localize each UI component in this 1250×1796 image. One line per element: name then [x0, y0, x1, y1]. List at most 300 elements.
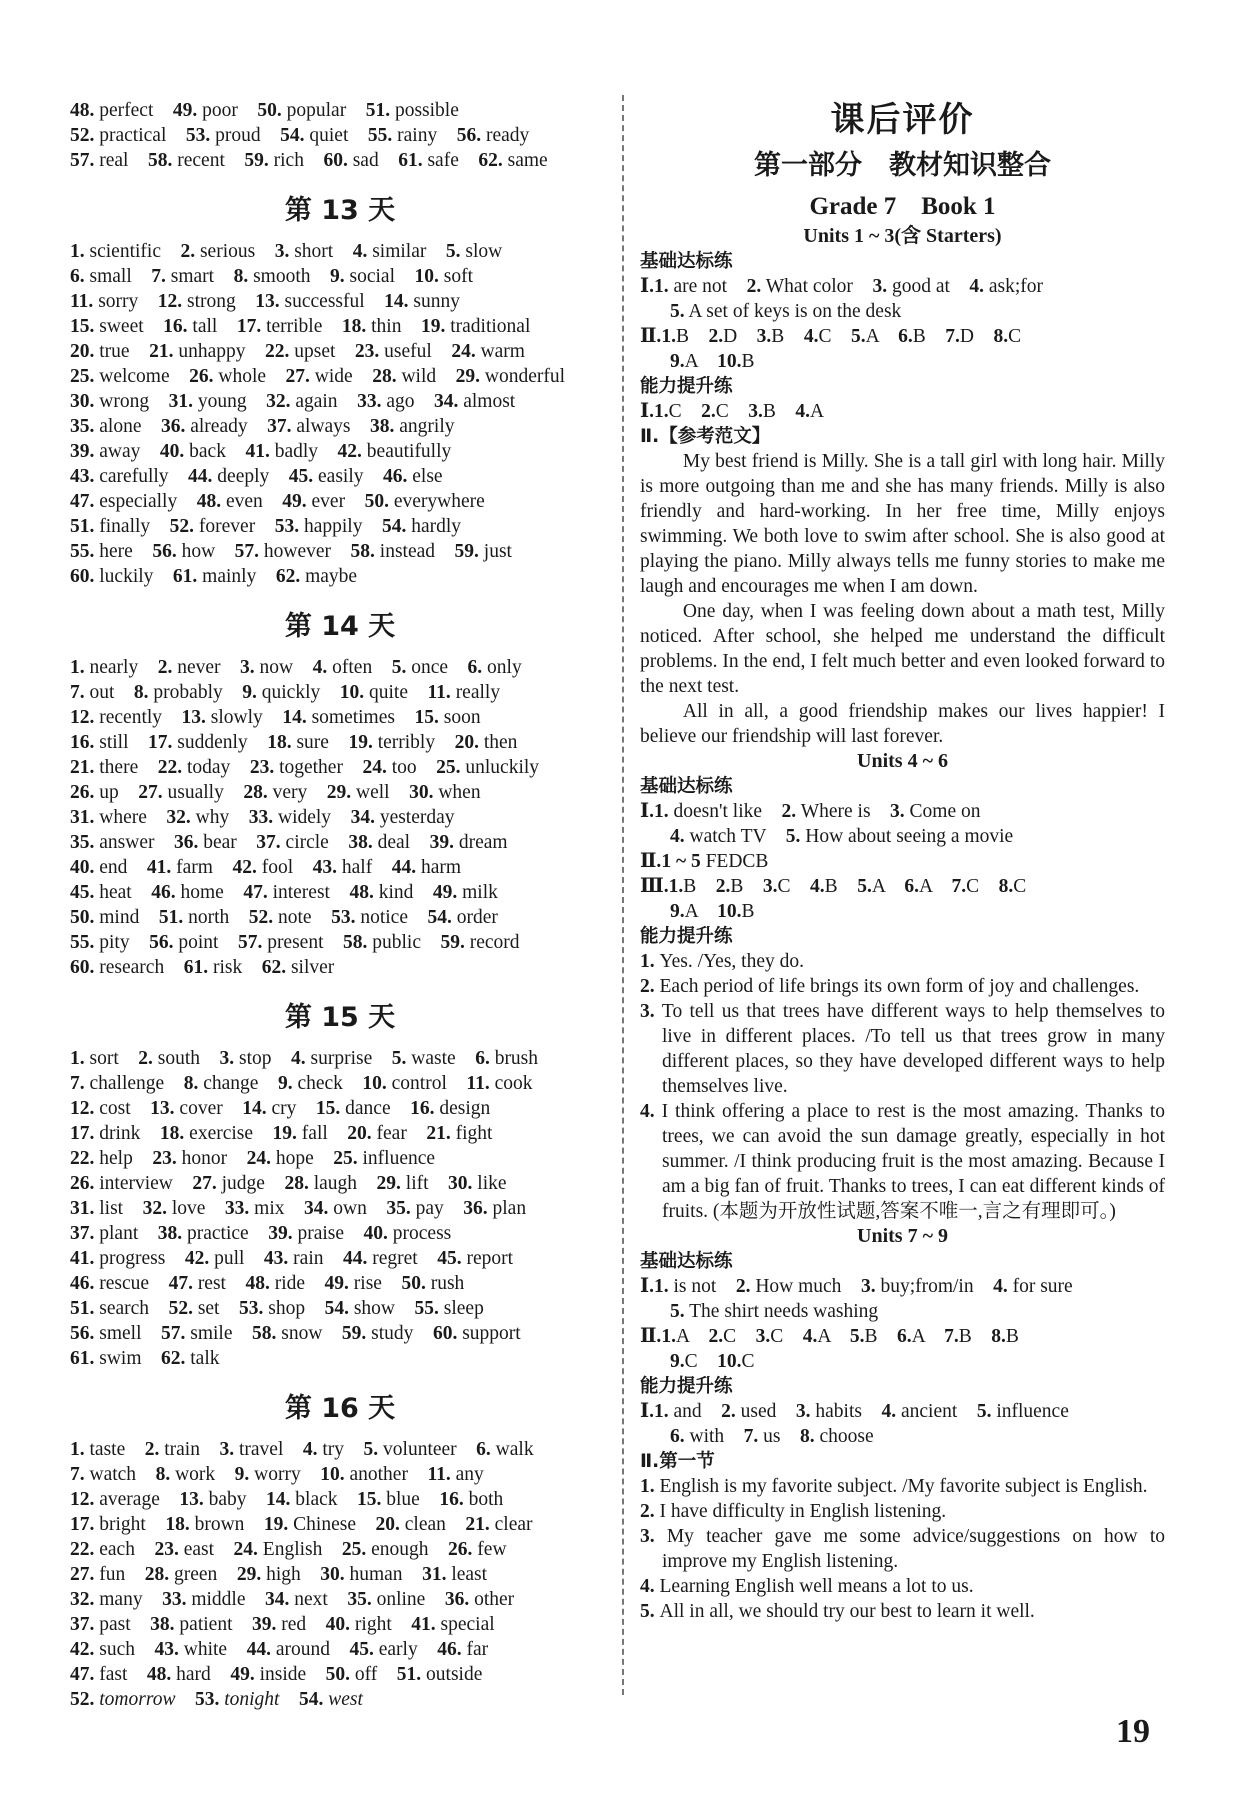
item-number: 58.: [147, 150, 173, 171]
word-item: [250, 757, 343, 778]
word-item: [70, 757, 138, 778]
word-item: [70, 125, 166, 146]
item-number: 33.: [224, 1198, 250, 1219]
item-answer: B: [683, 876, 716, 897]
item-answer: habits: [810, 1401, 882, 1422]
word-line: [70, 680, 610, 705]
item-number: 14.: [282, 707, 307, 728]
word-item: [257, 100, 346, 121]
word-item: [70, 1614, 131, 1635]
item-number: 22.: [264, 341, 290, 362]
item-answer: B: [741, 901, 755, 922]
answer-line: [640, 399, 1165, 424]
word-item: [446, 241, 502, 262]
item-word: try: [317, 1439, 345, 1460]
item-answer: A: [817, 1326, 850, 1347]
word-item: [349, 1639, 417, 1660]
item-word: hardly: [406, 516, 462, 537]
word-item: [70, 1348, 142, 1369]
word-item: [234, 1539, 323, 1560]
item-word: perfect: [94, 100, 154, 121]
word-item: [245, 1273, 305, 1294]
item-word: inside: [254, 1664, 307, 1685]
item-number: 7.: [70, 1464, 85, 1485]
word-item: [422, 1564, 487, 1585]
item-word: traditional: [445, 316, 531, 337]
item-number: 42.: [232, 857, 257, 878]
item-word: really: [450, 682, 501, 703]
word-item: [70, 1298, 149, 1319]
word-line: [70, 1196, 610, 1221]
item-word: just: [478, 541, 512, 562]
item-word: when: [433, 782, 481, 803]
word-item: [70, 1564, 125, 1585]
word-line: [70, 1121, 610, 1146]
item-word: ever: [306, 491, 346, 512]
word-item: [401, 1273, 464, 1294]
item-answer: B: [771, 326, 804, 347]
item-word: especially: [94, 491, 178, 512]
word-item: [280, 125, 348, 146]
item-answer: A: [810, 401, 825, 422]
word-item: [362, 1073, 446, 1094]
item-number: 23.: [154, 1539, 179, 1560]
word-item: [437, 1639, 488, 1660]
word-item: [286, 366, 353, 387]
word-line: [70, 1096, 610, 1121]
item-number: 12.: [70, 707, 95, 728]
item-number: 5.: [785, 826, 801, 847]
item-word: many: [94, 1589, 143, 1610]
item-word: praise: [292, 1223, 345, 1244]
item-number: 48.: [146, 1664, 172, 1685]
item-word: south: [152, 1048, 201, 1069]
item-number: 62.: [478, 150, 503, 171]
item-word: only: [482, 657, 522, 678]
item-number: 37.: [256, 832, 281, 853]
word-item: [188, 466, 269, 487]
item-number: 5.: [670, 301, 685, 322]
item-number: 39.: [268, 1223, 293, 1244]
word-item: [386, 1198, 443, 1219]
item-word: cook: [489, 1073, 533, 1094]
item-number: 2.: [144, 1439, 160, 1460]
item-word: rest: [192, 1273, 226, 1294]
item-word: still: [94, 732, 129, 753]
item-number: 15.: [70, 316, 95, 337]
word-item: [166, 807, 229, 828]
word-item: [357, 391, 414, 412]
item-word: smell: [94, 1323, 142, 1344]
section-ability: 能力提升练: [640, 376, 733, 397]
item-number: 48.: [70, 100, 95, 121]
item-word: baby: [203, 1489, 247, 1510]
item-word: silver: [286, 957, 335, 978]
item-answer: C: [777, 876, 811, 897]
word-item: [189, 366, 266, 387]
word-item: [410, 1098, 490, 1119]
word-item: [173, 100, 238, 121]
word-line: [70, 955, 610, 980]
item-answer: A: [911, 1326, 945, 1347]
item-number: 1.: [70, 1048, 85, 1069]
word-item: [70, 682, 114, 703]
word-item: [351, 807, 455, 828]
item-number: 53.: [274, 516, 300, 537]
item-number: 24.: [233, 1539, 258, 1560]
item-number: 31.: [422, 1564, 447, 1585]
item-number: 40.: [325, 1614, 351, 1635]
item-number: 2.: [157, 657, 173, 678]
word-item: [392, 657, 448, 678]
item-number: Ⅰ.: [640, 1276, 654, 1297]
word-item: [70, 241, 161, 262]
item-number: 57.: [237, 932, 263, 953]
word-line: [70, 1146, 610, 1171]
item-word: waste: [406, 1048, 456, 1069]
item-number: 8.: [183, 1073, 199, 1094]
item-number: 1.: [654, 401, 669, 422]
right-column: [640, 98, 1165, 1624]
item-answer: C: [715, 401, 749, 422]
item-number: 7.: [151, 266, 166, 287]
item-text: Each period of life brings its own form of joy and challenges.: [659, 976, 1140, 997]
item-number: 20.: [375, 1514, 400, 1535]
item-number: 17.: [236, 316, 262, 337]
item-number: 4.: [312, 657, 328, 678]
item-number: 5.: [391, 1048, 407, 1069]
item-word: report: [461, 1248, 514, 1269]
item-word: dance: [340, 1098, 391, 1119]
word-item: [70, 266, 132, 287]
item-number: Ⅰ.: [640, 801, 654, 822]
item-number: 36.: [173, 832, 199, 853]
item-word: smile: [185, 1323, 233, 1344]
item-word: surprise: [305, 1048, 373, 1069]
word-item: [70, 1589, 143, 1610]
item-word: notice: [355, 907, 408, 928]
item-number: 3.: [762, 876, 778, 897]
word-item: [70, 1098, 131, 1119]
item-number: 7.: [951, 876, 967, 897]
item-word: hope: [270, 1148, 314, 1169]
item-number: 37.: [267, 416, 292, 437]
item-word: change: [198, 1073, 259, 1094]
item-answer: C: [770, 1326, 803, 1347]
word-line: [70, 1171, 610, 1196]
item-word: soon: [438, 707, 481, 728]
item-number: 8.: [233, 266, 249, 287]
item-word: again: [290, 391, 338, 412]
word-item: [392, 1048, 456, 1069]
item-word: real: [94, 150, 129, 171]
item-word: pull: [209, 1248, 245, 1269]
item-number: 2.: [138, 1048, 153, 1069]
answer-item: [640, 1474, 1165, 1499]
word-line: [70, 855, 610, 880]
item-number: 7.: [70, 1073, 85, 1094]
item-number: 42.: [184, 1248, 210, 1269]
word-line: [70, 1071, 610, 1096]
item-number: 4.: [670, 826, 685, 847]
word-item: [466, 1073, 532, 1094]
item-number: 35.: [70, 416, 95, 437]
item-number: 30.: [320, 1564, 345, 1585]
item-word: dream: [453, 832, 508, 853]
word-item: [70, 732, 129, 753]
word-item: [174, 832, 237, 853]
item-number: 61.: [183, 957, 209, 978]
item-number: 43.: [312, 857, 338, 878]
item-number: 8.: [993, 326, 1009, 347]
item-number: 59.: [440, 932, 465, 953]
item-number: 44.: [391, 857, 417, 878]
item-number: 61.: [398, 150, 423, 171]
item-number: 9.: [330, 266, 345, 287]
item-answer: us: [758, 1426, 801, 1447]
item-answer: ask;for: [984, 276, 1044, 297]
word-item: [235, 1464, 301, 1485]
answer-line: [640, 1324, 1165, 1349]
item-word: design: [434, 1098, 491, 1119]
word-item: [186, 125, 261, 146]
item-word: stop: [234, 1048, 272, 1069]
word-item: [158, 757, 231, 778]
item-word: there: [94, 757, 139, 778]
item-word: black: [290, 1489, 338, 1510]
item-word: search: [94, 1298, 150, 1319]
item-text: All in all, we should try our best to learn it well.: [659, 1601, 1035, 1622]
item-number: 35.: [70, 832, 95, 853]
item-number: 56.: [152, 541, 177, 562]
word-item: [163, 316, 217, 337]
word-item: [234, 266, 311, 287]
item-number: 48.: [245, 1273, 270, 1294]
item-answer: B: [675, 326, 709, 347]
item-number: 54.: [324, 1298, 349, 1319]
item-number: 54.: [280, 125, 305, 146]
item-number: 36.: [160, 416, 186, 437]
item-word: unluckily: [460, 757, 540, 778]
item-number: 2.: [640, 976, 660, 997]
item-number: 2.: [735, 1276, 751, 1297]
word-line: [70, 905, 610, 930]
item-number: 12.: [70, 1489, 95, 1510]
item-word: alone: [94, 416, 142, 437]
item-number: 15.: [357, 1489, 382, 1510]
item-word: ride: [269, 1273, 306, 1294]
word-item: [169, 1273, 226, 1294]
item-word: poor: [197, 100, 238, 121]
word-line: [70, 1637, 610, 1662]
word-item: [338, 441, 452, 462]
item-word: check: [292, 1073, 343, 1094]
word-item: [427, 1464, 483, 1485]
word-item: [441, 932, 520, 953]
item-number: 5.: [850, 326, 866, 347]
item-number: 60.: [323, 150, 348, 171]
item-number: 26.: [70, 1173, 95, 1194]
word-item: [160, 1123, 253, 1144]
item-number: 57.: [234, 541, 260, 562]
item-number: 22.: [157, 757, 183, 778]
item-number: Ⅰ.: [640, 276, 654, 297]
word-item: [161, 1323, 233, 1344]
word-item: [392, 857, 461, 878]
item-word: middle: [186, 1589, 246, 1610]
word-item: [182, 707, 263, 728]
word-line: [70, 148, 610, 173]
item-word: support: [457, 1323, 521, 1344]
word-line: [70, 98, 610, 123]
item-number: 46.: [383, 466, 408, 487]
answer-line: [640, 849, 1165, 874]
item-number: 31.: [70, 1198, 95, 1219]
item-number: 28.: [243, 782, 268, 803]
answer-item: [640, 974, 1165, 999]
item-number: 10.: [339, 682, 365, 703]
word-item: [70, 1539, 135, 1560]
item-word: plan: [487, 1198, 527, 1219]
word-item: [268, 1223, 344, 1244]
word-item: [145, 1439, 200, 1460]
item-number: 27.: [192, 1173, 217, 1194]
word-item: [243, 782, 307, 803]
item-word: proud: [210, 125, 261, 146]
item-answer: D: [959, 326, 994, 347]
item-number: 13.: [255, 291, 280, 312]
word-item: [370, 416, 454, 437]
item-number: 3.: [755, 1326, 771, 1347]
item-number: 53.: [185, 125, 211, 146]
item-number: 24.: [362, 757, 387, 778]
word-item: [316, 1098, 391, 1119]
word-item: [70, 1073, 164, 1094]
item-word: out: [84, 682, 115, 703]
left-column: [70, 98, 610, 1712]
word-item: [70, 516, 150, 537]
item-word: practice: [182, 1223, 249, 1244]
item-word: human: [344, 1564, 403, 1585]
item-answer: is not: [668, 1276, 736, 1297]
item-word: badly: [269, 441, 319, 462]
item-number: 22.: [70, 1539, 95, 1560]
item-word: scientific: [84, 241, 161, 262]
item-number: 38.: [370, 416, 395, 437]
word-item: [70, 1273, 149, 1294]
item-answer: A: [675, 1326, 709, 1347]
word-line: [70, 830, 610, 855]
item-number: 1.: [661, 326, 676, 347]
word-item: [267, 416, 350, 437]
item-number: 58.: [343, 932, 368, 953]
item-number: 62.: [261, 957, 287, 978]
item-number: 22.: [70, 1148, 95, 1169]
item-word: swim: [94, 1348, 142, 1369]
item-number: 18.: [341, 316, 367, 337]
word-item: [326, 1614, 392, 1635]
word-item: [291, 1048, 372, 1069]
item-number: 50.: [70, 907, 95, 928]
item-word: snow: [276, 1323, 323, 1344]
item-word: judge: [216, 1173, 265, 1194]
item-word: online: [371, 1589, 426, 1610]
word-item: [70, 857, 127, 878]
item-word: rush: [425, 1273, 465, 1294]
answer-line: [640, 1424, 1165, 1449]
item-number: 1.: [668, 876, 684, 897]
word-item: [451, 341, 525, 362]
item-word: maybe: [300, 566, 358, 587]
word-item: [145, 1564, 218, 1585]
answer-line: [640, 899, 1165, 924]
word-line: [70, 414, 610, 439]
item-number: 26.: [70, 782, 95, 803]
word-line: [70, 1612, 610, 1637]
item-number: 18.: [267, 732, 292, 753]
item-word: now: [254, 657, 294, 678]
item-number: 10.: [414, 266, 439, 287]
main-title: 课后评价: [830, 100, 975, 140]
word-item: [161, 416, 248, 437]
word-item: [330, 266, 395, 287]
item-number: 60.: [70, 566, 95, 587]
item-number: 5.: [363, 1439, 379, 1460]
item-number: 20.: [347, 1123, 372, 1144]
essay-paragraph: One day, when I was feeling down about a math test, Milly noticed. After school, she helped me understand the difficult problems. In the end, I felt much better and even looked forward to the next test.: [640, 601, 1165, 697]
word-item: [70, 1248, 165, 1269]
item-word: clear: [489, 1514, 533, 1535]
section-ability: 能力提升练: [640, 1376, 733, 1397]
item-word: everywhere: [388, 491, 485, 512]
word-line: [70, 264, 610, 289]
item-number: 50.: [257, 100, 282, 121]
word-item: [342, 1539, 429, 1560]
item-word: point: [173, 932, 219, 953]
item-number: 60.: [432, 1323, 458, 1344]
item-number: 62.: [161, 1348, 186, 1369]
item-number: 50.: [401, 1273, 426, 1294]
item-answer: A: [918, 876, 952, 897]
item-number: 1.: [661, 1326, 676, 1347]
item-number: 38.: [157, 1223, 183, 1244]
item-word: list: [94, 1198, 124, 1219]
item-number: 49.: [282, 491, 307, 512]
item-word: taste: [84, 1439, 126, 1460]
section-label: Ⅱ.第一节: [640, 1451, 715, 1472]
item-number: 32.: [166, 807, 191, 828]
item-number: 48.: [196, 491, 222, 512]
item-number: Ⅱ.: [640, 1326, 662, 1347]
item-word: fall: [296, 1123, 328, 1144]
item-answer: doesn't like: [668, 801, 782, 822]
item-number: 16.: [410, 1098, 435, 1119]
item-number: 5.: [857, 876, 872, 897]
word-item: [235, 541, 331, 562]
item-answer: C: [684, 1351, 718, 1372]
item-word: outside: [421, 1664, 483, 1685]
item-answer: with: [684, 1426, 744, 1447]
item-word: rain: [288, 1248, 324, 1269]
item-number: 36.: [444, 1589, 470, 1610]
word-item: [70, 932, 130, 953]
word-item: [409, 782, 481, 803]
item-number: 51.: [158, 907, 184, 928]
item-word: serious: [195, 241, 256, 262]
word-line: [70, 539, 610, 564]
item-number: 6.: [897, 1326, 912, 1347]
word-item: [437, 1248, 513, 1269]
